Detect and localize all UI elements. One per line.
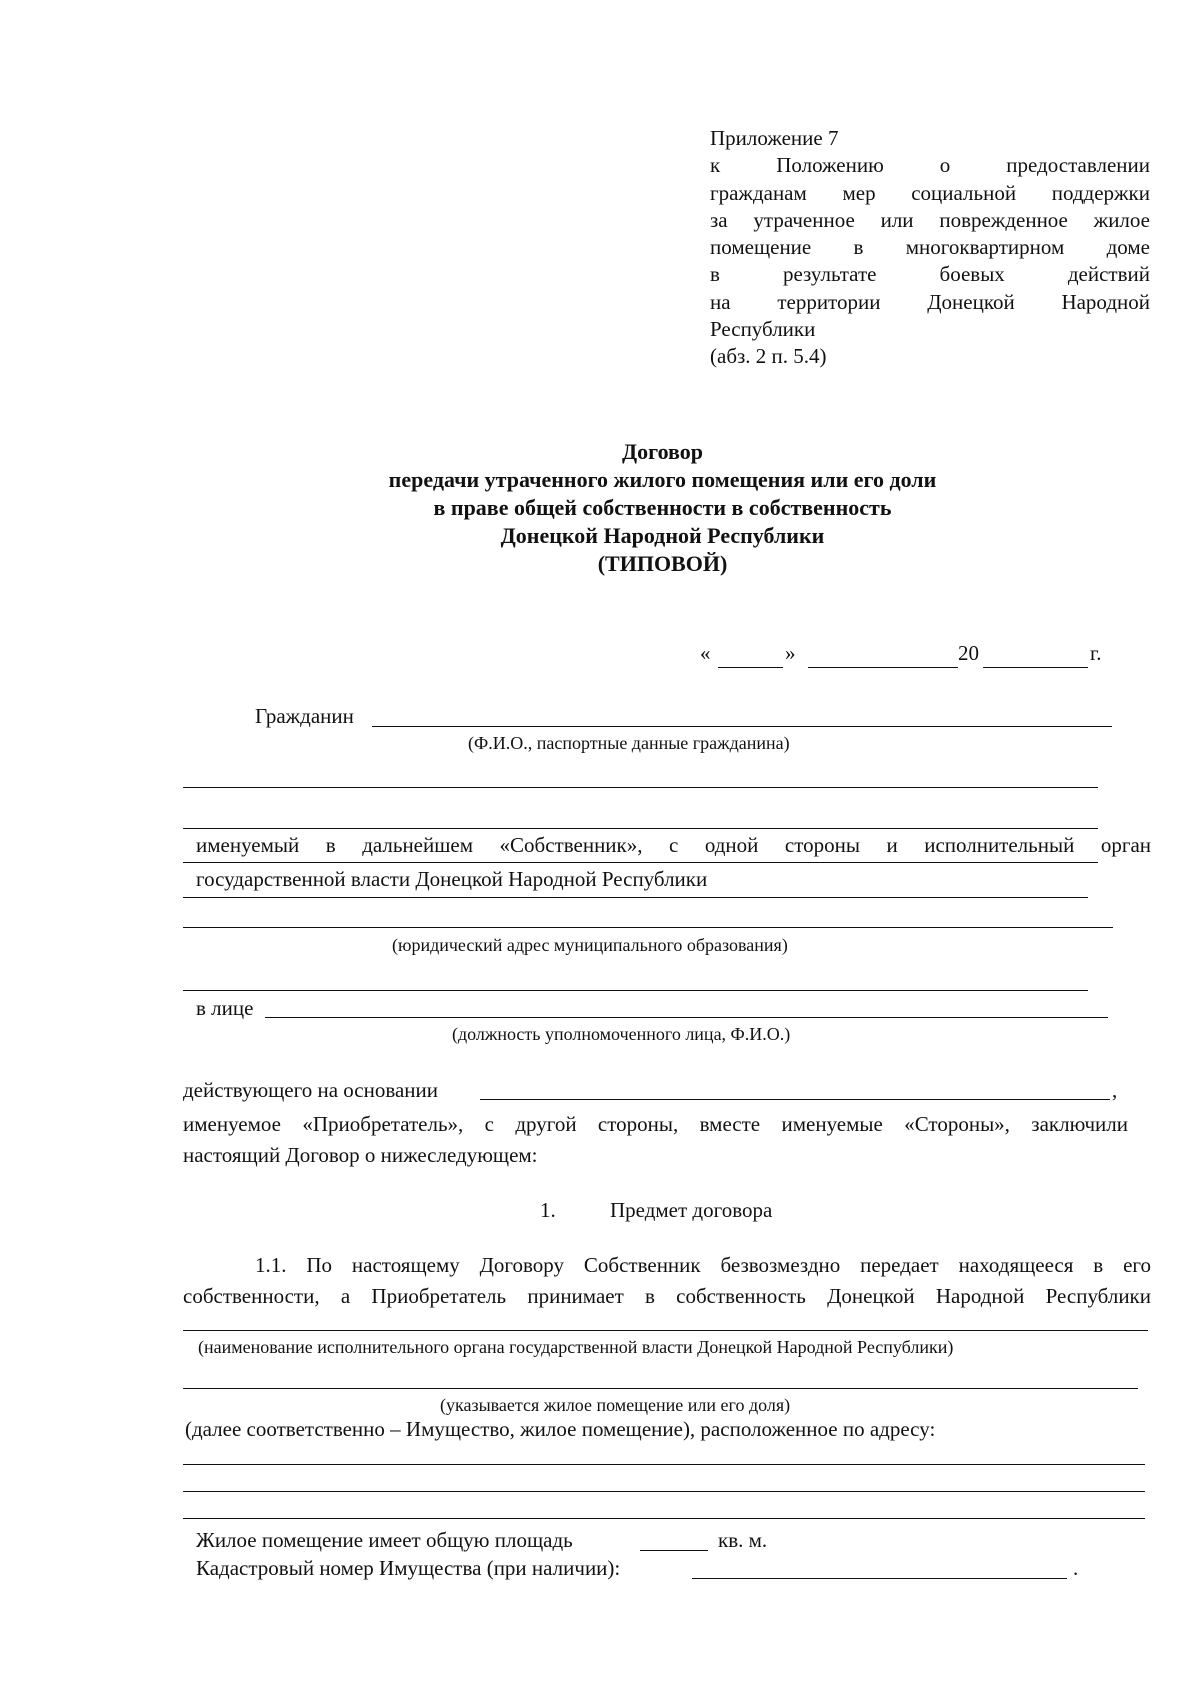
legal-address-field-line[interactable] <box>183 990 1088 991</box>
basis-comma: , <box>1112 1078 1118 1102</box>
owner-underline <box>183 862 1098 863</box>
annex-line: за утраченное или поврежденное жилое <box>710 207 1150 232</box>
date-close-quote: » <box>785 641 796 665</box>
person-label: в лице <box>196 996 254 1020</box>
document-subtitle-line: Донецкой Народной Республики <box>500 523 825 548</box>
clause-1-1-line: 1.1. По настоящему Договору Собственник безвозмездно передает находящееся в его <box>255 1253 1151 1277</box>
section-heading: Предмет договора <box>610 1198 773 1222</box>
address-field-line[interactable] <box>183 1464 1145 1465</box>
authority-text: государственной власти Донецкой Народной Республики <box>196 867 708 891</box>
citizen-field-line[interactable] <box>183 828 1098 829</box>
person-caption: (должность уполномоченного лица, Ф.И.О.) <box>452 1024 791 1044</box>
date-year-field[interactable] <box>983 667 1088 668</box>
authority-underline <box>183 897 1088 898</box>
annex-line: Приложение 7 <box>710 126 839 150</box>
area-unit: кв. м. <box>718 1528 768 1552</box>
annex-line: на территории Донецкой Народной <box>710 289 1150 314</box>
address-field-line[interactable] <box>183 1518 1145 1519</box>
document-type-label: (ТИПОВОЙ) <box>597 551 728 576</box>
date-year-suffix: г. <box>1090 641 1102 665</box>
citizen-field-line[interactable] <box>183 787 1098 788</box>
annex-line: в результате боевых действий <box>710 262 1150 287</box>
section-number: 1. <box>540 1198 556 1222</box>
cadastral-end: . <box>1073 1556 1079 1580</box>
organization-field[interactable] <box>183 1330 1148 1331</box>
annex-line: гражданам мер социальной поддержки <box>710 180 1150 205</box>
property-field[interactable] <box>183 1388 1138 1389</box>
date-day-field[interactable] <box>718 667 783 668</box>
legal-address-caption: (юридический адрес муниципального образования) <box>392 935 788 955</box>
property-caption: (указывается жилое помещение или его доля) <box>440 1395 791 1415</box>
document-title: Договор <box>622 439 703 464</box>
address-field-line[interactable] <box>183 1491 1145 1492</box>
annex-line: Республики <box>710 317 816 342</box>
area-label: Жилое помещение имеет общую площадь <box>196 1528 573 1552</box>
agreement-text: настоящий Договор о нижеследующем: <box>183 1143 538 1167</box>
clause-1-1-line: собственности, а Приобретатель принимает в собственность Донецкой Народной Республики <box>183 1284 1151 1308</box>
annex-line: к Положению о предоставлении <box>710 153 1150 178</box>
person-field[interactable] <box>265 1017 1108 1018</box>
legal-address-field[interactable] <box>183 927 1113 928</box>
date-month-field[interactable] <box>808 667 958 668</box>
citizen-label: Гражданин <box>255 704 354 728</box>
citizen-caption: (Ф.И.О., паспортные данные гражданина) <box>468 733 790 753</box>
annex-block <box>710 125 1150 371</box>
date-year-prefix: 20 <box>958 641 979 665</box>
document-subtitle-line: передачи утраченного жилого помещения или его доли <box>388 467 937 492</box>
document-subtitle-line: в праве общей собственности в собственность <box>433 495 892 520</box>
acquirer-text: именуемое «Приобретатель», с другой стороны, вместе именуемые «Стороны», заключили <box>183 1112 1128 1136</box>
property-address-text: (далее соответственно – Имущество, жилое помещение), расположенное по адресу: <box>185 1417 936 1441</box>
citizen-field[interactable] <box>372 726 1112 727</box>
basis-field[interactable] <box>480 1099 1110 1100</box>
annex-line: (абз. 2 п. 5.4) <box>710 344 827 369</box>
cadastral-field[interactable] <box>692 1578 1067 1579</box>
date-open-quote: « <box>700 641 711 665</box>
cadastral-label: Кадастровый номер Имущества (при наличии): <box>196 1556 621 1580</box>
area-field[interactable] <box>640 1550 708 1551</box>
annex-line: помещение в многоквартирном доме <box>710 235 1150 260</box>
organization-caption: (наименование исполнительного органа государственной власти Донецкой Народной Республики) <box>198 1337 954 1357</box>
owner-text: именуемый в дальнейшем «Собственник», с одной стороны и исполнительный орган <box>196 833 1151 857</box>
basis-label: действующего на основании <box>183 1078 439 1102</box>
